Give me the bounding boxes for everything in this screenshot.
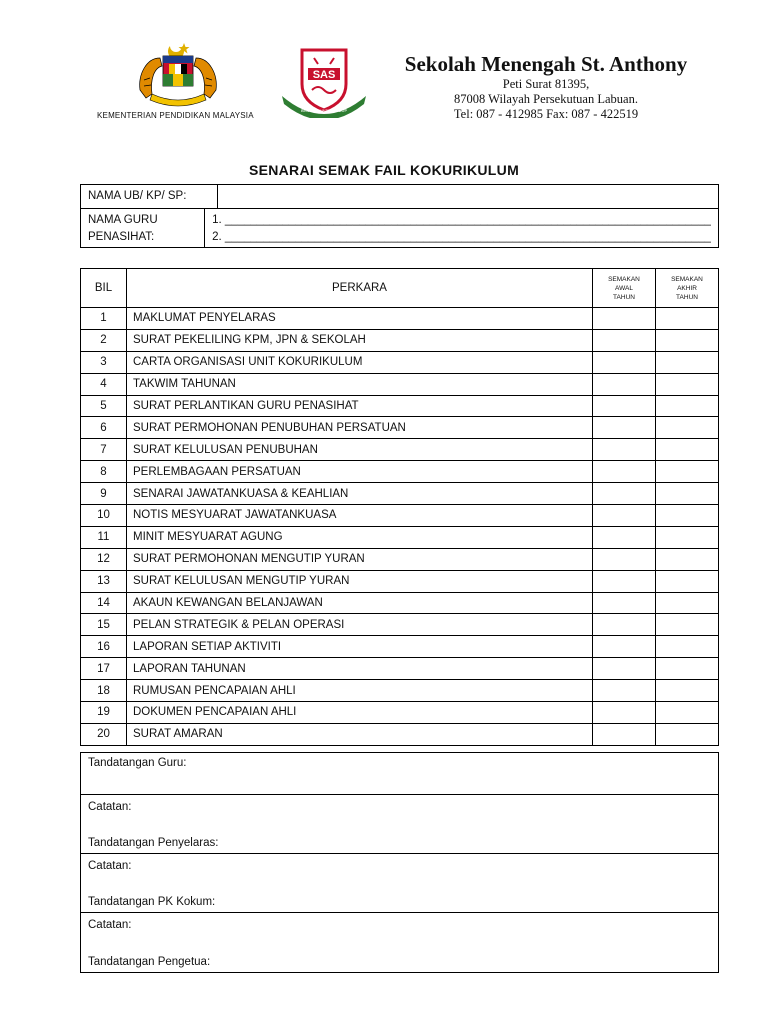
check-cell-awal[interactable] <box>593 526 656 548</box>
check-cell-awal[interactable] <box>593 351 656 373</box>
catatan-label-3: Catatan: <box>88 919 132 931</box>
row-item: PERLEMBAGAAN PERSATUAN <box>127 461 593 483</box>
row-item: LAPORAN TAHUNAN <box>127 658 593 680</box>
check-cell-akhir[interactable] <box>656 308 719 330</box>
signature-box <box>80 752 719 973</box>
pengetua-section <box>81 913 718 972</box>
check-cell-akhir[interactable] <box>656 702 719 724</box>
row-item: SURAT KELULUSAN PENUBUHAN <box>127 439 593 461</box>
school-name: Sekolah Menengah St. Anthony <box>404 52 688 76</box>
row-item: SURAT AMARAN <box>127 723 593 745</box>
logo-motto: BELAJAR UNTUK HIDUP <box>300 108 348 113</box>
checklist-row <box>81 570 719 592</box>
row-item: DOKUMEN PENCAPAIAN AHLI <box>127 702 593 724</box>
row-number: 14 <box>81 592 127 614</box>
check-cell-akhir[interactable] <box>656 636 719 658</box>
school-logo <box>278 46 370 118</box>
row-number: 16 <box>81 636 127 658</box>
check-cell-awal[interactable] <box>593 702 656 724</box>
checklist-row <box>81 592 719 614</box>
checklist-row <box>81 723 719 745</box>
row-item: MINIT MESYUARAT AGUNG <box>127 526 593 548</box>
check-cell-akhir[interactable] <box>656 373 719 395</box>
advisor-field-2[interactable]: 2. ____________________________________________________________________________ <box>212 231 711 243</box>
checklist-row <box>81 483 719 505</box>
row-number: 3 <box>81 351 127 373</box>
check-cell-awal[interactable] <box>593 483 656 505</box>
check-cell-akhir[interactable] <box>656 417 719 439</box>
catatan-label-2: Catatan: <box>88 860 132 872</box>
header-bil: BIL <box>81 269 127 308</box>
check-cell-akhir[interactable] <box>656 395 719 417</box>
row-number: 13 <box>81 570 127 592</box>
advisor-fields <box>205 209 718 247</box>
header-semakan-awal <box>593 269 656 308</box>
checklist-row <box>81 461 719 483</box>
signature-penyelaras-label: Tandatangan Penyelaras: <box>88 837 219 849</box>
row-number: 1 <box>81 308 127 330</box>
unit-label: NAMA UB/ KP/ SP: <box>81 185 218 208</box>
check-cell-awal[interactable] <box>593 658 656 680</box>
info-table <box>80 184 719 248</box>
row-number: 15 <box>81 614 127 636</box>
row-number: 11 <box>81 526 127 548</box>
advisor-label <box>81 209 205 247</box>
row-item: SENARAI JAWATANKUASA & KEAHLIAN <box>127 483 593 505</box>
info-row-unit <box>81 185 718 209</box>
checklist-row <box>81 614 719 636</box>
row-item: MAKLUMAT PENYELARAS <box>127 308 593 330</box>
row-item: TAKWIM TAHUNAN <box>127 373 593 395</box>
check-cell-awal[interactable] <box>593 592 656 614</box>
signature-pk-kokum-label: Tandatangan PK Kokum: <box>88 896 216 908</box>
checklist-row <box>81 308 719 330</box>
row-number: 19 <box>81 702 127 724</box>
check-cell-akhir[interactable] <box>656 570 719 592</box>
checklist-row <box>81 680 719 702</box>
checklist-row <box>81 351 719 373</box>
check-cell-akhir[interactable] <box>656 505 719 527</box>
row-item: RUMUSAN PENCAPAIAN AHLI <box>127 680 593 702</box>
check-cell-akhir[interactable] <box>656 351 719 373</box>
check-cell-awal[interactable] <box>593 461 656 483</box>
header-akhir-line-3: TAHUN <box>676 293 698 301</box>
check-cell-awal[interactable] <box>593 395 656 417</box>
row-number: 8 <box>81 461 127 483</box>
checklist-row <box>81 658 719 680</box>
logo-text: SAS <box>312 69 336 81</box>
row-item: SURAT KELULUSAN MENGUTIP YURAN <box>127 570 593 592</box>
check-cell-awal[interactable] <box>593 308 656 330</box>
signature-guru-section <box>81 753 718 795</box>
catatan-label-1: Catatan: <box>88 801 132 813</box>
info-row-advisor <box>81 209 718 247</box>
checklist-row <box>81 373 719 395</box>
row-item: AKAUN KEWANGAN BELANJAWAN <box>127 592 593 614</box>
row-number: 18 <box>81 680 127 702</box>
check-cell-akhir[interactable] <box>656 658 719 680</box>
checklist-row <box>81 417 719 439</box>
row-number: 5 <box>81 395 127 417</box>
check-cell-awal[interactable] <box>593 373 656 395</box>
signature-pengetua-label: Tandatangan Pengetua: <box>88 956 211 968</box>
checklist-row <box>81 636 719 658</box>
row-number: 12 <box>81 548 127 570</box>
header-akhir-line-1: SEMAKAN <box>671 275 703 283</box>
row-item: SURAT PERMOHONAN MENGUTIP YURAN <box>127 548 593 570</box>
row-item: CARTA ORGANISASI UNIT KOKURIKULUM <box>127 351 593 373</box>
check-cell-awal[interactable] <box>593 636 656 658</box>
advisor-label-line-1: NAMA GURU <box>88 214 158 226</box>
row-item: SURAT PERLANTIKAN GURU PENASIHAT <box>127 395 593 417</box>
check-cell-akhir[interactable] <box>656 439 719 461</box>
row-number: 6 <box>81 417 127 439</box>
school-info <box>378 51 714 122</box>
row-number: 10 <box>81 505 127 527</box>
check-cell-akhir[interactable] <box>656 592 719 614</box>
check-cell-awal[interactable] <box>593 614 656 636</box>
row-item: SURAT PERMOHONAN PENUBUHAN PERSATUAN <box>127 417 593 439</box>
check-cell-akhir[interactable] <box>656 329 719 351</box>
checklist-body <box>81 308 719 746</box>
row-number: 4 <box>81 373 127 395</box>
checklist-row <box>81 505 719 527</box>
advisor-field-1[interactable]: 1. ____________________________________________________________________________ <box>212 214 711 226</box>
check-cell-awal[interactable] <box>593 548 656 570</box>
check-cell-akhir[interactable] <box>656 461 719 483</box>
row-number: 2 <box>81 329 127 351</box>
header-perkara: PERKARA <box>127 269 593 308</box>
ministry-name: KEMENTERIAN PENDIDIKAN MALAYSIA <box>97 111 254 120</box>
header-awal-line-2: AWAL <box>615 284 633 292</box>
row-number: 20 <box>81 723 127 745</box>
check-cell-awal[interactable] <box>593 329 656 351</box>
checklist-table <box>80 268 719 746</box>
row-number: 7 <box>81 439 127 461</box>
header-awal-line-3: TAHUN <box>613 293 635 301</box>
address-line-1: Peti Surat 81395, <box>502 77 590 91</box>
address-line-2: 87008 Wilayah Persekutuan Labuan. <box>454 92 638 106</box>
row-item: NOTIS MESYUARAT JAWATANKUASA <box>127 505 593 527</box>
checklist-row <box>81 395 719 417</box>
pk-kokum-section <box>81 854 718 913</box>
row-item: PELAN STRATEGIK & PELAN OPERASI <box>127 614 593 636</box>
checklist-row <box>81 329 719 351</box>
coat-of-arms-logo <box>132 40 224 110</box>
document-title: SENARAI SEMAK FAIL KOKURIKULUM <box>248 162 520 178</box>
checklist-row <box>81 439 719 461</box>
check-cell-akhir[interactable] <box>656 723 719 745</box>
checklist-row <box>81 526 719 548</box>
check-cell-awal[interactable] <box>593 417 656 439</box>
header-semakan-akhir <box>656 269 719 308</box>
row-number: 17 <box>81 658 127 680</box>
advisor-label-line-2: PENASIHAT: <box>88 231 155 243</box>
header-awal-line-1: SEMAKAN <box>608 275 640 283</box>
row-item: LAPORAN SETIAP AKTIVITI <box>127 636 593 658</box>
check-cell-awal[interactable] <box>593 570 656 592</box>
check-cell-awal[interactable] <box>593 723 656 745</box>
check-cell-awal[interactable] <box>593 505 656 527</box>
header-akhir-line-2: AKHIR <box>677 284 697 292</box>
check-cell-akhir[interactable] <box>656 483 719 505</box>
checklist-header-row <box>81 269 719 308</box>
check-cell-awal[interactable] <box>593 680 656 702</box>
check-cell-akhir[interactable] <box>656 680 719 702</box>
checklist-row <box>81 702 719 724</box>
check-cell-akhir[interactable] <box>656 548 719 570</box>
signature-guru-label: Tandatangan Guru: <box>88 757 187 769</box>
check-cell-awal[interactable] <box>593 439 656 461</box>
row-number: 9 <box>81 483 127 505</box>
phone-fax: Tel: 087 - 412985 Fax: 087 - 422519 <box>453 107 639 121</box>
row-item: SURAT PEKELILING KPM, JPN & SEKOLAH <box>127 329 593 351</box>
check-cell-akhir[interactable] <box>656 526 719 548</box>
penyelaras-section <box>81 795 718 854</box>
checklist-row <box>81 548 719 570</box>
check-cell-akhir[interactable] <box>656 614 719 636</box>
unit-field[interactable] <box>218 185 718 208</box>
